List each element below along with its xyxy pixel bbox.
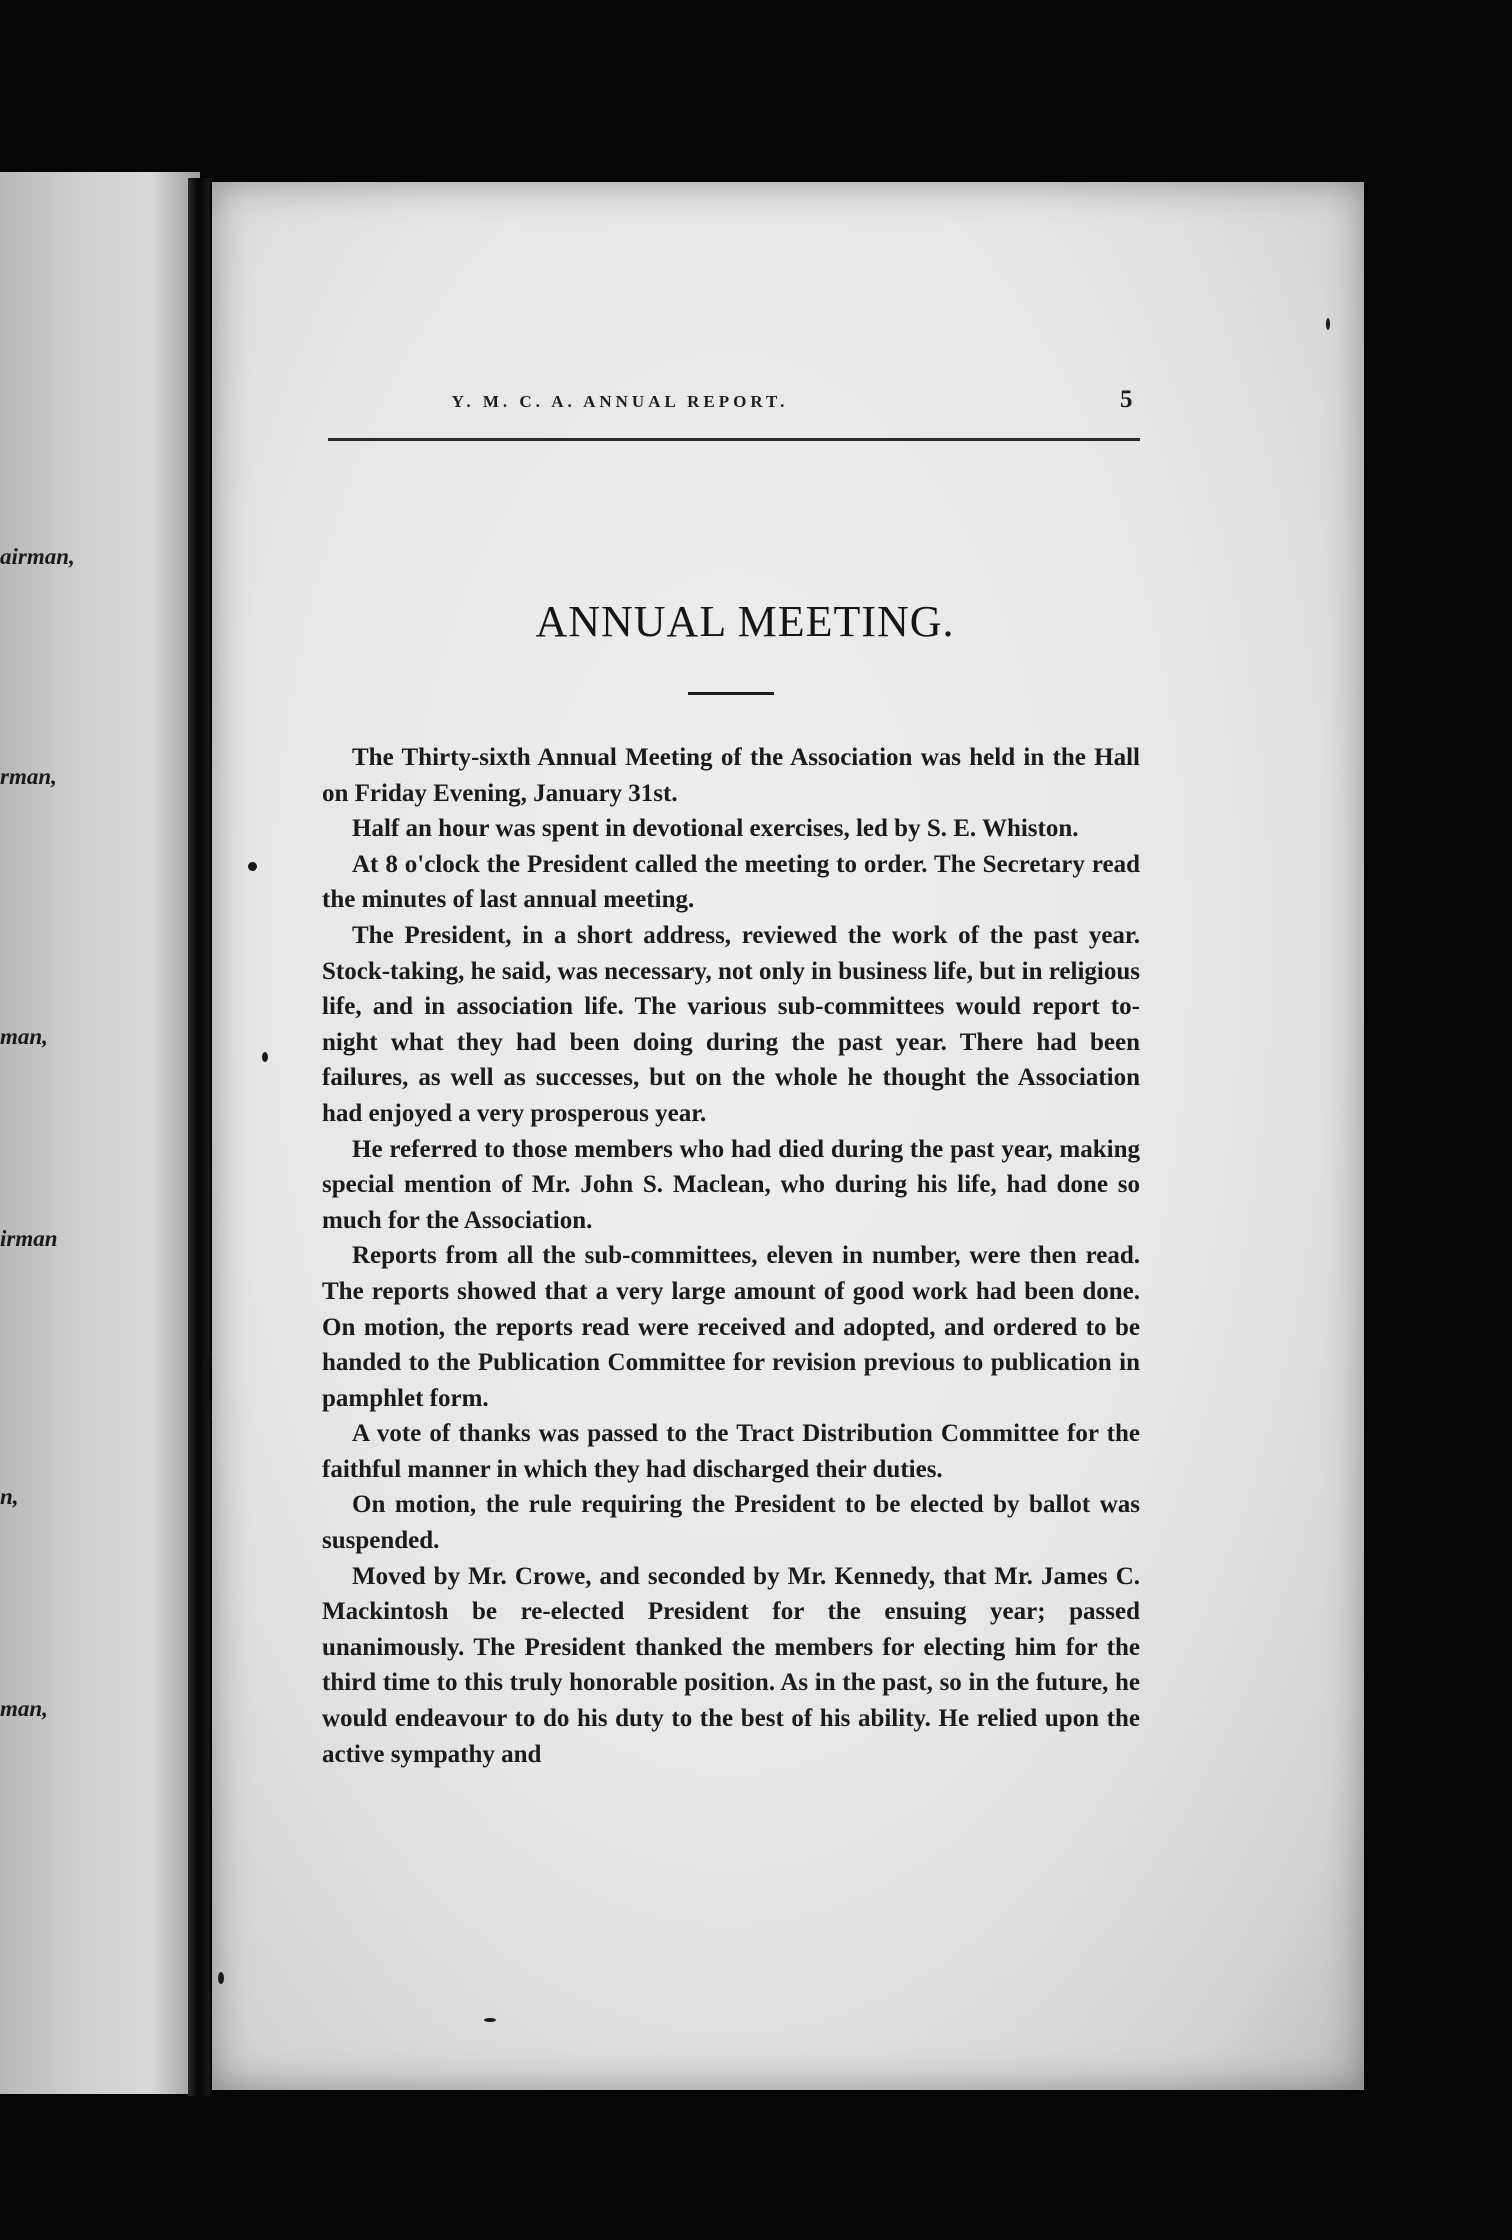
header-rule	[328, 438, 1140, 441]
paragraph: On motion, the rule requiring the President to be elected by ballot was suspended.	[322, 1491, 1140, 1555]
paragraph: Moved by Mr. Crowe, and seconded by Mr. Kennedy, that Mr. James C. Mackintosh be re-elected President for the ensuing year; passed unanimously. The President thanked the members for electing him for the third time to this truly honorable position. As in the past, so in the future, he would endeavour to do his duty to the best of his ability. He relied upon the active sympathy and	[322, 1562, 1140, 1768]
previous-page-fragment	[0, 172, 200, 2094]
paragraph: A vote of thanks was passed to the Tract Distribution Committee for the faithful manner in which they had discharged their duties.	[322, 1420, 1140, 1483]
paper-speck	[1326, 318, 1330, 330]
title-rule	[688, 692, 774, 695]
left-page-text-fragment: man,	[0, 1024, 48, 1049]
paper-speck	[262, 1052, 268, 1062]
paragraph: He referred to those members who had died during the past year, making special mention of Mr. John S. Maclean, who during his life, had done so much for the Association.	[322, 1135, 1140, 1234]
running-header: Y. M. C. A. ANNUAL REPORT.	[451, 392, 789, 411]
left-page-text-fragment: man,	[0, 1696, 48, 1721]
page-number: 5	[1120, 386, 1133, 413]
left-page-text-fragment: irman	[0, 1226, 58, 1251]
left-page-text-fragment: n,	[0, 1484, 19, 1509]
paragraph: At 8 o'clock the President called the meeting to order. The Secretary read the minutes of last annual meeting.	[322, 850, 1140, 914]
section-title: ANNUAL MEETING.	[535, 597, 955, 646]
left-page-text-fragment: rman,	[0, 764, 57, 789]
paragraph: The President, in a short address, reviewed the work of the past year. Stock-taking, he said, was necessary, not only in business life, but in religious life, and in association life. The various sub-committees would report to-night what they had been doing during the past year. There had been failures, as well as successes, but on the whole he thought the Association had enjoyed a very prosperous year.	[322, 921, 1140, 1127]
paragraph: Reports from all the sub-committees, eleven in number, were then read. The reports showed that a very large amount of good work had been done. On motion, the reports read were received and adopted, and ordered to be handed to the Publication Committee for revision previous to publication in pamphlet form.	[322, 1242, 1140, 1412]
body-text	[322, 740, 1140, 1772]
paper-speck	[218, 1972, 224, 1984]
paper-speck	[484, 2018, 496, 2022]
paragraph: The Thirty-sixth Annual Meeting of the Association was held in the Hall on Friday Evening, January 31st.	[322, 744, 1140, 807]
left-page-text-fragment: airman,	[0, 544, 75, 569]
paragraph: Half an hour was spent in devotional exercises, led by S. E. Whiston.	[352, 815, 1079, 843]
book-gutter	[188, 178, 210, 2096]
paper-speck	[248, 862, 257, 871]
